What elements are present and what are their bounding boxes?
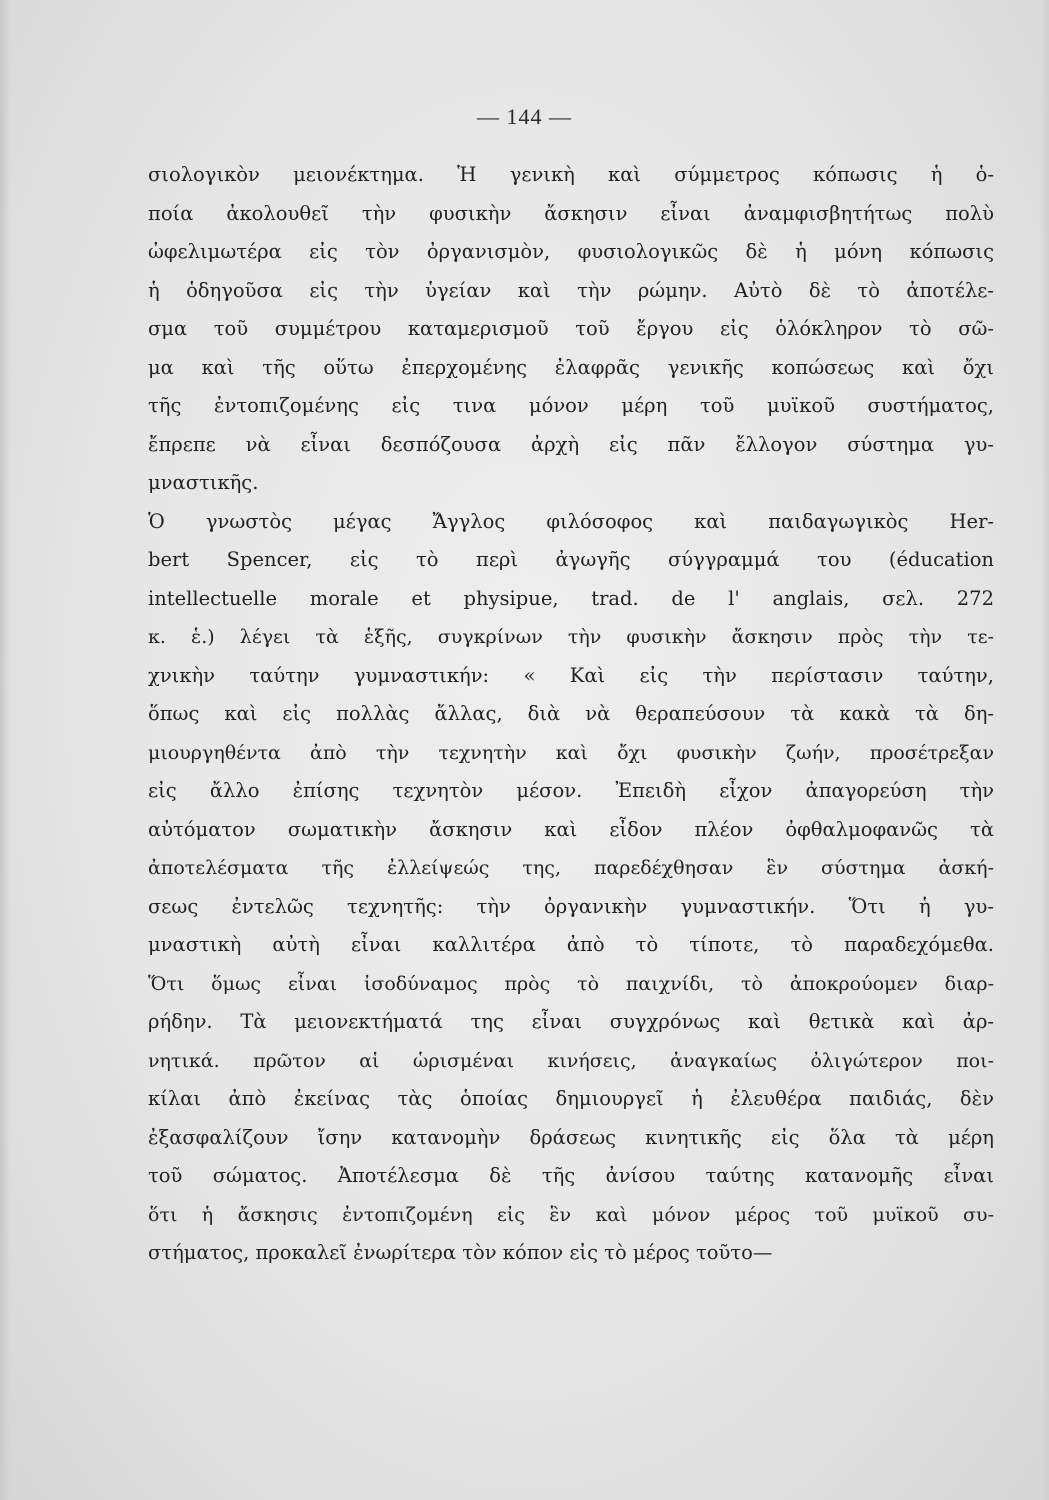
text-line: μιουργηθέντα ἀπὸ τὴν τεχνητὴν καὶ ὄχι φυσικὴν ζωήν, προσέτρεξαν <box>148 741 994 764</box>
text-line: σιολογικὸν μειονέκτημα. Ἡ γενικὴ καὶ σύμμετρος κόπωσις ἡ ὁ- <box>148 163 994 186</box>
text-line: εἰς ἄλλο ἐπίσης τεχνητὸν μέσον. Ἐπειδὴ εἶχον ἀπαγορεύση τὴν <box>148 779 994 802</box>
text-line: κίλαι ἀπὸ ἐκείνας τὰς ὁποίας δημιουργεῖ ἡ ἐλευθέρα παιδιάς, δὲν <box>148 1087 994 1110</box>
text-line: τοῦ σώματος. Ἀποτέλεσμα δὲ τῆς ἀνίσου ταύτης κατανομῆς εἶναι <box>148 1164 994 1187</box>
text-line: αὐτόματον σωματικὴν ἄσκησιν καὶ εἶδον πλέον ὀφθαλμοφανῶς τὰ <box>148 817 994 841</box>
text-line: σεως ἐντελῶς τεχνητῆς: τὴν ὀργανικὴν γυμναστικήν. Ὅτι ἡ γυ- <box>148 894 994 918</box>
text-line: bert Spencer, εἰς τὸ περὶ ἀγωγῆς σύγγραμμά του (éducation <box>148 548 994 571</box>
text-line: κ. ἑ.) λέγει τὰ ἑξῆς, συγκρίνων τὴν φυσικὴν ἄσκησιν πρὸς τὴν τε- <box>148 626 994 648</box>
text-line: χνικὴν ταύτην γυμναστικήν: « Καὶ εἰς τὴν περίστασιν ταύτην, <box>148 663 994 687</box>
text-line: ὅπως καὶ εἰς πολλὰς ἄλλας, διὰ νὰ θεραπεύσουν τὰ κακὰ τὰ δη- <box>148 702 994 725</box>
text-line: ποία ἀκολουθεῖ τὴν φυσικὴν ἄσκησιν εἶναι ἀναμφισβητήτως πολὺ <box>148 201 994 225</box>
page-number: — 144 — <box>477 104 572 129</box>
text-line: intellectuelle morale et physipue, trad. de l' anglais, σελ. 272 <box>148 586 994 610</box>
text-line: μα καὶ τῆς οὕτω ἐπερχομένης ἐλαφρᾶς γενικῆς κοπώσεως καὶ ὄχι <box>148 355 994 379</box>
text-line: τῆς ἐντοπιζομένης εἰς τινα μόνον μέρη τοῦ μυϊκοῦ συστήματος, <box>148 394 994 417</box>
text-line: ὠφελιμωτέρα εἰς τὸν ὀργανισμὸν, φυσιολογικῶς δὲ ἡ μόνη κόπωσις <box>148 240 994 263</box>
text-line: ἐξασφαλίζουν ἴσην κατανομὴν δράσεως κινητικῆς εἰς ὅλα τὰ μέρη <box>148 1125 994 1149</box>
body-text <box>148 156 994 1273</box>
text-line: ὅτι ἡ ἄσκησις ἐντοπιζομένη εἰς ἓν καὶ μόνον μέρος τοῦ μυϊκοῦ συ- <box>148 1203 994 1226</box>
text-line: ἡ ὁδηγοῦσα εἰς τὴν ὑγείαν καὶ τὴν ρώμην. Αὐτὸ δὲ τὸ ἀποτέλε- <box>148 278 994 302</box>
text-line: Ὅτι ὅμως εἶναι ἰσοδύναμος πρὸς τὸ παιχνίδι, τὸ ἀποκρούομεν διαρ- <box>148 972 994 995</box>
text-line: στήματος, προκαλεῖ ἐνωρίτερα τὸν κόπον εἰς τὸ μέρος τοῦτο— <box>148 1241 773 1264</box>
page-left-shadow <box>0 0 10 1500</box>
text-line: ἔπρεπε νὰ εἶναι δεσπόζουσα ἀρχὴ εἰς πᾶν ἔλλογον σύστημα γυ- <box>148 432 994 456</box>
text-line: νητικά. πρῶτον αἱ ὡρισμέναι κινήσεις, ἀναγκαίως ὀλιγώτερον ποι- <box>148 1049 994 1072</box>
text-line: μναστικὴ αὐτὴ εἶναι καλλιτέρα ἀπὸ τὸ τίποτε, τὸ παραδεχόμεθα. <box>148 933 994 956</box>
text-line: Ὁ γνωστὸς μέγας Ἄγγλος φιλόσοφος καὶ παιδαγωγικὸς Her- <box>148 509 994 533</box>
page-right-shadow <box>1041 0 1049 1500</box>
text-line: μναστικῆς. <box>148 471 259 494</box>
text-line: σμα τοῦ συμμέτρου καταμερισμοῦ τοῦ ἔργου εἰς ὁλόκληρον τὸ σῶ- <box>148 317 994 340</box>
text-line: ρήδην. Τὰ μειονεκτήματά της εἶναι συγχρόνως καὶ θετικὰ καὶ ἀρ- <box>148 1010 994 1033</box>
text-line: ἀποτελέσματα τῆς ἐλλείψεώς της, παρεδέχθησαν ἓν σύστημα ἀσκή- <box>148 857 994 879</box>
